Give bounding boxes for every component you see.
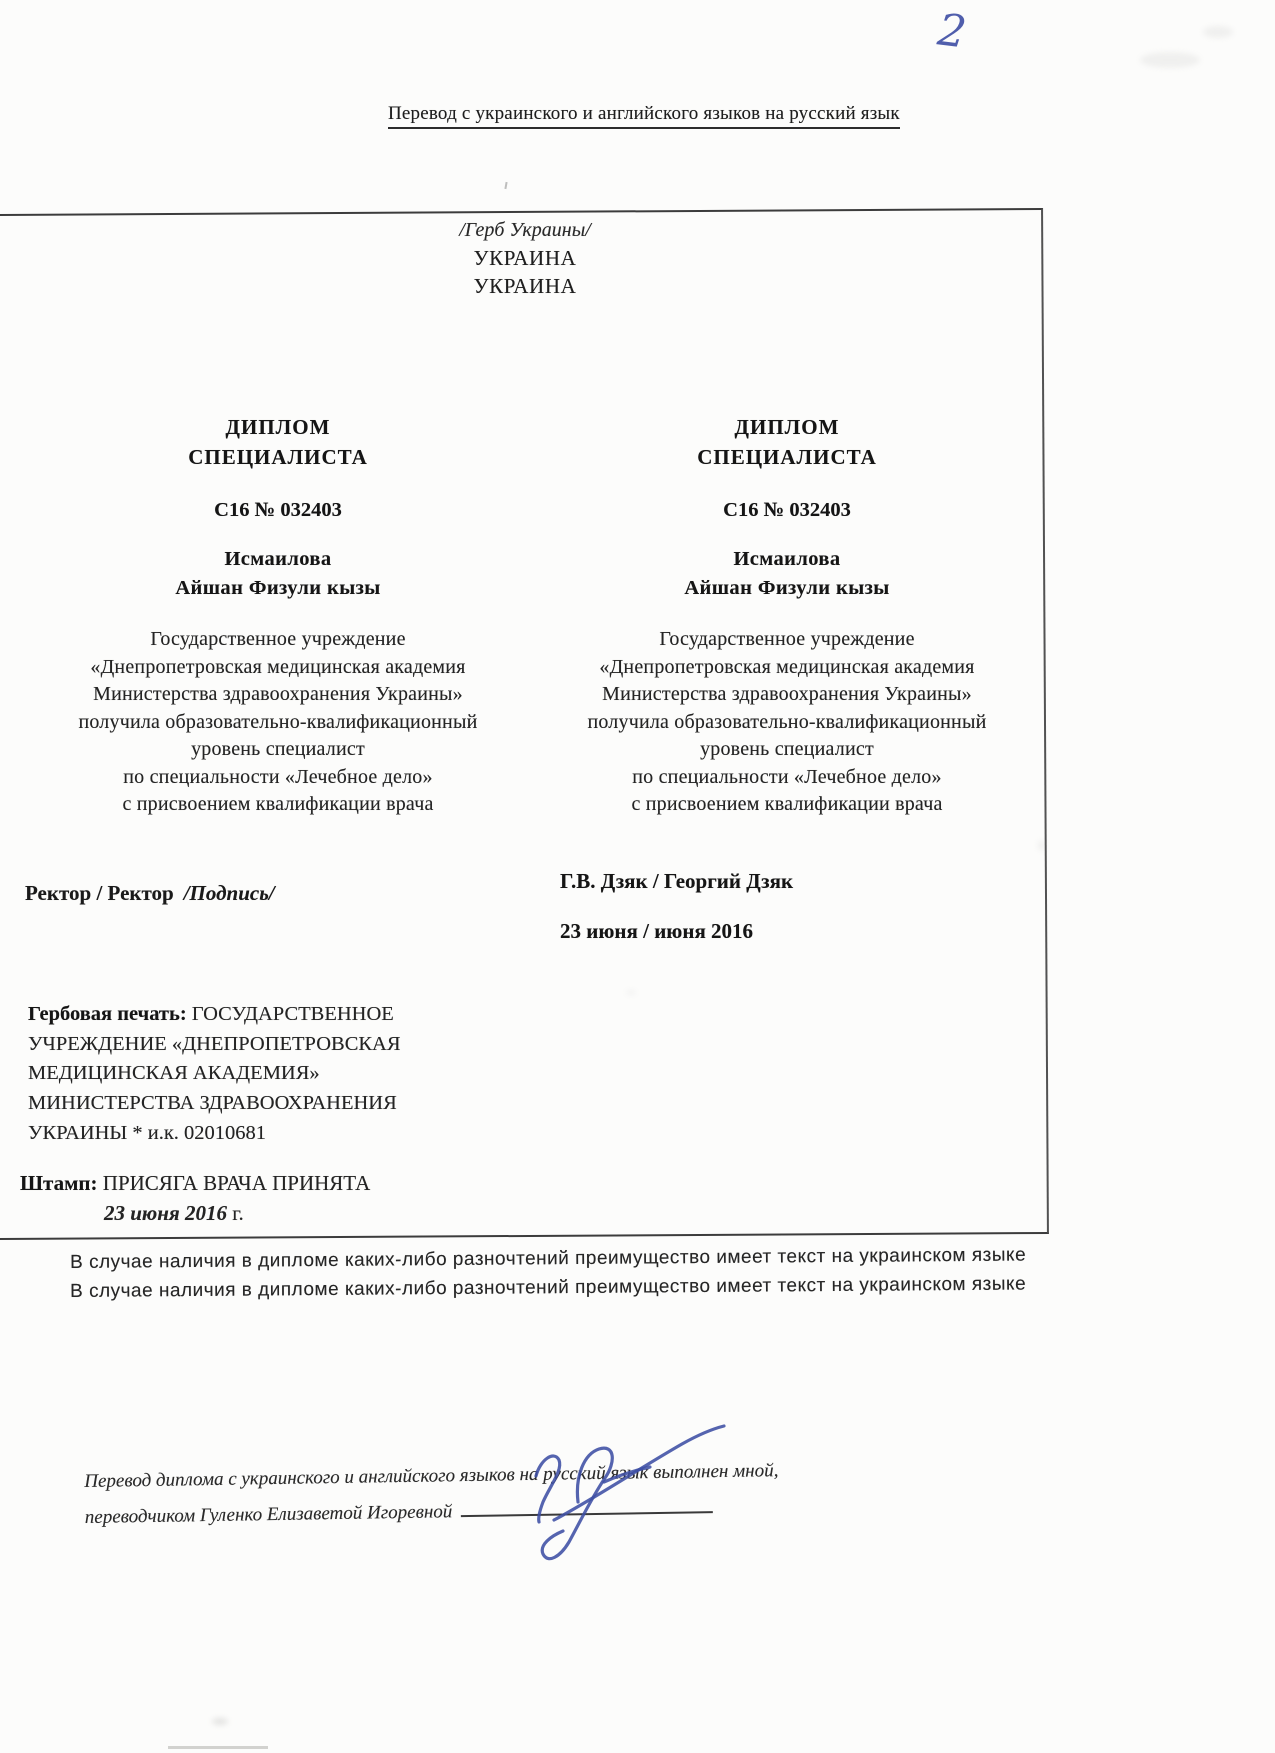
diploma-body-line: с присвоением квалификации врача [631,793,943,815]
country-line: УКРАИНА [473,274,577,298]
diploma-title: ДИПЛОМ [734,415,840,439]
seal-label: Гербовая печать: [28,1003,187,1025]
emblem-block [55,216,995,300]
seal-line: УЧРЕЖДЕНИЕ «ДНЕПРОПЕТРОВСКАЯ [28,1032,401,1055]
graduate-given-name: Айшан Физули кызы [684,577,890,599]
scan-speck [504,182,507,189]
translator-signature-handwriting [512,1418,812,1578]
diploma-body-line: получила образовательно-квалификационный [587,710,987,733]
graduate-name [48,545,508,603]
disclaimer-line-1: В случае наличия в дипломе каких-либо разночтений преимущество имеет текст на украинском языке [70,1244,1027,1273]
diploma-serial: С16 № 032403 [723,499,851,521]
disclaimer-line-2: В случае наличия в дипломе каких-либо разночтений преимущество имеет текст на украинском языке [70,1273,1027,1302]
seal-description-block [28,1000,498,1149]
translator-note-line: Перевод диплома с украинского и английского языков на русский язык выполнен мной, [84,1460,779,1492]
stamp-date: 23 июня 2016 [104,1201,227,1225]
scan-smudge [1140,52,1200,68]
translation-header: Перевод с украинского и английского языков на русский язык [388,103,900,129]
translator-note-line: переводчиком Гуленко Елизаветой Игоревной [85,1486,985,1536]
seal-line: МЕДИЦИНСКАЯ АКАДЕМИЯ» [28,1062,320,1085]
diploma-body-line: Министерства здравоохранения Украины» [93,683,463,705]
diploma-body-line: Государственное учреждение [150,628,406,650]
signature-placeholder-note: /Подпись/ [183,881,275,905]
scan-bottom-mark [168,1746,268,1749]
diploma-body-line: по специальности «Лечебное дело» [123,765,433,788]
diploma-body-line: с присвоением квалификации врача [122,793,434,815]
rector-name: Г.В. Дзяк / Георгий Дзяк [560,869,794,893]
graduate-surname: Исмаилова [224,548,332,570]
graduate-given-name: Айшан Физули кызы [175,577,381,599]
stamp-date-line [20,1198,370,1228]
diploma-body-line: «Днепропетровская медицинская академия [90,655,466,678]
stamp-date-suffix: г. [232,1201,244,1225]
diploma-body-line: Государственное учреждение [659,628,915,650]
scan-smudge [626,990,636,995]
seal-line: Гербовая печать: ГОСУДАРСТВЕННОЕ [28,1003,394,1025]
issue-date: 23 июня / июня 2016 [560,919,754,943]
rector-label: Ректор / Ректор [25,881,174,905]
scan-smudge [1038,840,1045,851]
diploma-title: СПЕЦИАЛИСТА [188,445,368,469]
stamp-label: Штамп: [20,1171,98,1195]
handwritten-page-number: 2 [934,4,970,59]
diploma-body-line: уровень специалист [700,738,874,760]
diploma-body-line: «Днепропетровская медицинская академия [599,655,975,678]
graduate-surname: Исмаилова [733,548,841,570]
seal-line: УКРАИНЫ * и.к. 02010681 [28,1121,267,1144]
diploma-body-line: по специальности «Лечебное дело» [632,765,942,788]
diploma-body-line: Министерства здравоохранения Украины» [602,683,972,705]
diploma-serial: С16 № 032403 [214,499,342,521]
stamp-description-block [20,1168,370,1228]
country-line: УКРАИНА [473,246,577,270]
rector-signature-line [25,881,275,906]
diploma-title: СПЕЦИАЛИСТА [697,445,877,469]
diploma-column-right [557,412,1017,819]
scan-smudge [1203,26,1233,38]
diploma-body [48,626,508,819]
graduate-name [557,545,1017,603]
diploma-body [557,626,1017,819]
diploma-column-left [48,412,508,819]
diploma-title: ДИПЛОМ [225,415,331,439]
diploma-body-line: получила образовательно-квалификационный [78,710,478,733]
seal-line: МИНИСТЕРСТВА ЗДРАВООХРАНЕНИЯ [28,1092,397,1115]
coat-of-arms-note: /Герб Украины/ [459,219,591,241]
scan-smudge [212,1718,228,1725]
stamp-line: Штамп: ПРИСЯГА ВРАЧА ПРИНЯТА [20,1171,371,1195]
diploma-body-line: уровень специалист [191,738,365,760]
